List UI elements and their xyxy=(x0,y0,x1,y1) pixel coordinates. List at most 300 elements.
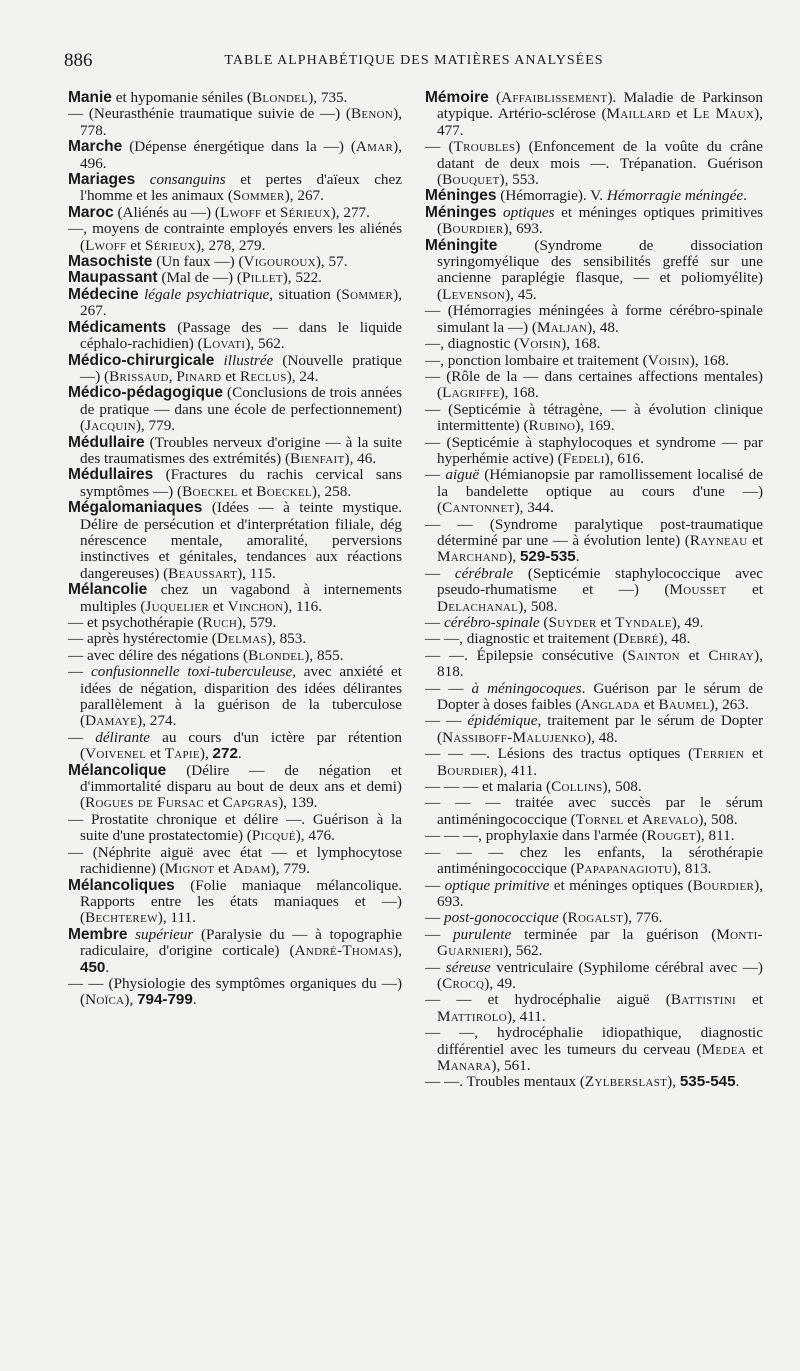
entry-text: ), 561. xyxy=(491,1056,531,1074)
index-headword: Mélancoliques xyxy=(68,876,175,894)
entry-text: ), xyxy=(393,942,402,960)
entry-text: ), 277. xyxy=(330,203,370,221)
entry-text: — Prostatite chronique et délire —. Guérison à la suite d'une prostatectomie) ( xyxy=(68,810,402,845)
entry-text: (Nouvelle pratique —) ( xyxy=(80,351,402,385)
entry-text: — —, hydrocéphalie idiopathique, diagnostic différentiel avec les tumeurs du cerveau ( xyxy=(425,1024,763,1058)
running-title: TABLE ALPHABÉTIQUE DES MATIÈRES ANALYSÉES xyxy=(224,53,604,68)
entry-text: ), 48. xyxy=(658,630,691,648)
index-headword: Médico-pédagogique xyxy=(68,384,223,402)
entry-text: épidémique xyxy=(467,712,538,730)
entry-text: (Syndrome de dissociation syringomyélique des sensibilités greffé sur une ancienne paraplégie flasque, — et poliomyélite) ( xyxy=(437,236,763,303)
entry-text: (Délire — de négation et d'immortalité disparu au bout de deux ans et demi) ( xyxy=(80,761,402,812)
author-name: Pillet xyxy=(241,269,283,287)
entry-text: (Septicémie staphylococcique avec pseudo-rhumatisme et —) ( xyxy=(437,564,764,599)
index-entry xyxy=(425,369,763,402)
author-name: Lwoff xyxy=(219,203,262,221)
entry-text: ), 562. xyxy=(245,335,285,353)
entry-text: cérébrale xyxy=(454,564,514,582)
entry-text: — — —. Lésions des tractus optiques ( xyxy=(425,745,694,763)
entry-text: (Un faux —) ( xyxy=(152,253,244,271)
index-entry xyxy=(68,582,402,615)
entry-text: ), 116. xyxy=(283,597,323,615)
author-name: Voivenel xyxy=(85,745,147,763)
entry-text: ), 813. xyxy=(672,860,712,878)
author-name: Tornel xyxy=(575,810,624,828)
entry-text: ), 411. xyxy=(498,761,538,779)
page-number: 886 xyxy=(64,50,93,71)
author-name: Boeckel xyxy=(182,482,238,500)
entry-text: — après hystérectomie ( xyxy=(68,630,217,648)
index-entry xyxy=(68,90,402,106)
entry-text: et xyxy=(204,794,223,812)
author-name: Medea xyxy=(701,1040,746,1058)
index-entry xyxy=(68,976,402,1009)
entry-text xyxy=(135,171,150,188)
index-entry xyxy=(68,648,402,664)
entry-text: — (Neurasthénie traumatique suivie de —) ( xyxy=(68,105,351,123)
index-entry xyxy=(425,238,763,304)
entry-text: (Hémorragie). V. xyxy=(496,187,607,205)
author-name: Bourdier xyxy=(692,876,755,894)
entry-text: ). Maladie de Parkinson atypique. Artério-sclérose ( xyxy=(437,89,763,123)
entry-text: ), xyxy=(667,1073,680,1091)
index-entry xyxy=(68,730,402,763)
entry-text: (Fractures du rachis cervical sans symptômes —) ( xyxy=(80,466,402,500)
entry-text: — avec délire des négations ( xyxy=(68,646,249,664)
author-name: Terrien xyxy=(693,745,745,763)
entry-text: ), 496. xyxy=(80,138,402,172)
index-entry xyxy=(68,205,402,221)
entry-text: et méninges optiques ( xyxy=(549,876,693,894)
index-entry xyxy=(425,927,763,960)
entry-text: , xyxy=(168,367,177,385)
author-name: Delachanal xyxy=(437,597,519,615)
index-entry xyxy=(425,517,763,566)
entry-text: ), 139. xyxy=(278,794,318,812)
entry-text: ), 263. xyxy=(709,696,749,714)
entry-text: et pertes d'aïeux chez l'homme et les animaux ( xyxy=(80,171,403,205)
index-entry xyxy=(425,713,763,746)
index-entry xyxy=(425,845,763,878)
entry-text: (Idées — à teinte mystique. Délire de persécution et d'interprétation filiale, dég nérescence mentale, amoralité, perversions instinctives et génitales, tendances aux réactions dangereuses) ( xyxy=(80,499,402,582)
entry-text: et xyxy=(146,745,165,763)
author-name: Tyndale xyxy=(615,614,672,631)
author-name: Debré xyxy=(618,630,659,648)
entry-text: — (Septicémie à tétragène, — à évolution clinique intermittente) ( xyxy=(425,400,763,435)
index-entry xyxy=(425,139,763,188)
index-entry xyxy=(425,435,763,468)
entry-text: . xyxy=(575,548,580,566)
index-headword: Méninges xyxy=(425,187,497,205)
entry-text: ), 168. xyxy=(689,351,730,369)
index-entry xyxy=(425,303,763,336)
index-entry xyxy=(68,353,402,386)
entry-text: ), 811. xyxy=(695,827,735,845)
entry-text: (Mal de —) ( xyxy=(157,269,242,287)
entry-text: et méninges optiques primitives ( xyxy=(437,203,763,238)
entry-text: ), 779. xyxy=(135,417,176,435)
entry-text: ( xyxy=(558,909,568,927)
entry-text: ), 267. xyxy=(284,187,324,205)
author-name: Rayneau xyxy=(689,531,748,549)
author-name: Reclus xyxy=(239,367,287,385)
entry-text: ), 579. xyxy=(237,614,277,631)
author-name: André-Thomas xyxy=(294,942,394,960)
author-name: Rogalst xyxy=(567,909,624,927)
author-name: Ruch xyxy=(202,614,238,631)
entry-text: ), 776. xyxy=(623,909,663,927)
entry-text: . xyxy=(743,187,747,205)
entry-text: cérébro-spinale xyxy=(443,614,540,631)
left-column xyxy=(68,90,402,1009)
author-name: Vigouroux xyxy=(243,253,316,271)
entry-text: , traitement par le sérum de Dopter ( xyxy=(437,712,764,746)
entry-text: — (Rôle de la — dans certaines affections mentales) ( xyxy=(425,367,763,402)
index-entry xyxy=(68,763,402,812)
entry-text: ), 508. xyxy=(518,597,558,615)
author-name: Lwoff xyxy=(85,236,127,254)
entry-text: . xyxy=(735,1073,740,1091)
entry-text: — et psychothérapie ( xyxy=(68,614,203,631)
index-entry xyxy=(68,927,402,976)
index-entry xyxy=(68,845,402,878)
entry-text: (Conclusions de trois années de pratique — dans une école de perfectionnement) ( xyxy=(80,384,402,435)
index-entry xyxy=(425,336,763,352)
entry-text: — xyxy=(68,728,96,746)
index-headword: Mémoire xyxy=(425,89,489,106)
index-entry xyxy=(68,631,402,647)
index-entry xyxy=(425,992,763,1025)
entry-text: ), 57. xyxy=(315,253,348,271)
author-name: Zylberslast xyxy=(584,1073,668,1091)
index-entry xyxy=(68,664,402,730)
entry-text: ), 49. xyxy=(484,974,516,992)
author-name: Nassiboff-Malujenko xyxy=(442,728,587,746)
index-entry xyxy=(68,320,402,353)
entry-text: ), 735. xyxy=(308,89,348,106)
index-entry xyxy=(68,435,402,468)
author-name: Baumel xyxy=(658,696,710,714)
author-name: Vinchon xyxy=(227,597,284,615)
index-entry xyxy=(68,812,402,845)
entry-text xyxy=(127,926,135,943)
index-entry xyxy=(425,402,763,435)
entry-text: et xyxy=(670,105,694,123)
page-ref: 535-545 xyxy=(679,1073,736,1091)
entry-text: — — —, prophylaxie dans l'armée ( xyxy=(425,827,647,845)
index-entry xyxy=(68,878,402,927)
entry-text: ) (Enfoncement de la voûte du crâne datant de deux mois —. Trépanation. Guérison ( xyxy=(437,138,763,189)
entry-text: (Folie maniaque mélancolique. Rapports entre les états maniaques et —) ( xyxy=(80,876,402,927)
author-name: Manara xyxy=(437,1056,492,1074)
entry-text: ), 616. xyxy=(604,449,644,467)
index-entry xyxy=(425,960,763,993)
entry-text: ), 48. xyxy=(586,728,618,746)
entry-text: et xyxy=(726,581,763,599)
entry-text: ), 169. xyxy=(575,417,615,435)
index-headword: Mégalomaniaques xyxy=(68,499,203,517)
index-entry xyxy=(425,353,763,369)
entry-text: et xyxy=(209,597,228,615)
entry-text: — — et hydrocéphalie aiguë ( xyxy=(425,991,671,1009)
index-entry xyxy=(68,172,402,205)
entry-text: terminée par la guérison ( xyxy=(511,925,717,943)
page-header xyxy=(64,50,764,74)
index-entry xyxy=(425,188,763,204)
entry-text: . Guérison par le sérum de Dopter à doses faibles ( xyxy=(437,679,764,714)
entry-text: — (Septicémie à staphylocoques et syndrome — par hyperhémie active) ( xyxy=(425,433,763,467)
author-name: Juquelier xyxy=(145,597,209,615)
right-column xyxy=(425,90,763,1091)
entry-text: — xyxy=(425,909,444,927)
entry-text: ), 274. xyxy=(137,712,177,730)
author-name: Bourdier xyxy=(442,220,504,238)
author-name: Maljan xyxy=(536,318,588,336)
index-headword: Mélancolique xyxy=(68,761,167,779)
entry-text: ), 48. xyxy=(587,318,619,336)
entry-text: ), 508. xyxy=(698,810,738,828)
entry-text: ), 115. xyxy=(237,564,276,582)
entry-text: — —. Troubles mentaux ( xyxy=(425,1073,585,1091)
index-entry xyxy=(68,500,402,582)
entry-text: et xyxy=(735,991,763,1009)
entry-text: ), 562. xyxy=(503,942,543,960)
entry-text: et xyxy=(221,367,240,385)
entry-text: ), 818. xyxy=(437,646,763,681)
index-entry xyxy=(425,467,763,516)
author-name: Anglada xyxy=(580,696,640,714)
index-entry xyxy=(425,828,763,844)
author-name: Mattirolo xyxy=(437,1007,507,1025)
entry-text: ), 278, 279. xyxy=(195,236,266,254)
author-name: Lagriffe xyxy=(442,384,500,402)
author-name: Benon xyxy=(350,105,394,123)
author-name: Bechterew xyxy=(85,909,158,927)
entry-text: — — — et malaria ( xyxy=(425,778,552,796)
author-name: Sommer xyxy=(232,187,285,205)
author-name: Suyder xyxy=(548,614,597,631)
entry-text: ), xyxy=(507,548,520,566)
entry-text: — ( xyxy=(425,138,454,156)
index-entry xyxy=(425,910,763,926)
author-name: Collins xyxy=(551,778,603,796)
index-entry xyxy=(68,615,402,631)
author-name: Noïca xyxy=(85,991,125,1009)
entry-text: ), 168. xyxy=(499,384,539,402)
index-entry xyxy=(68,467,402,500)
author-name: Rouget xyxy=(646,827,696,845)
index-headword: Mariages xyxy=(68,171,136,189)
author-name: Rubino xyxy=(528,417,576,435)
author-name: Bouquet xyxy=(442,171,500,189)
entry-text: — — xyxy=(425,712,468,730)
author-name: Amar xyxy=(355,138,394,156)
author-name: Sommer xyxy=(341,285,394,303)
index-entry xyxy=(425,90,763,139)
author-name: Damaye xyxy=(85,712,138,730)
index-entry xyxy=(425,566,763,615)
index-headword: Médullaires xyxy=(68,466,154,484)
index-entry xyxy=(68,287,402,320)
author-name: Capgras xyxy=(222,794,279,812)
entry-text: Hémorragie méningée xyxy=(606,187,744,205)
index-entry xyxy=(68,254,402,270)
entry-text: confusionnelle toxi-tuberculeuse, xyxy=(90,663,297,681)
entry-text: aiguë xyxy=(445,466,480,484)
entry-text: ), 508. xyxy=(602,778,642,796)
entry-text: (Passage des — dans le liquide céphalo-rachidien) ( xyxy=(80,318,402,353)
entry-text: ), 111. xyxy=(157,909,196,927)
entry-text: légale psychiatrique xyxy=(144,285,270,303)
entry-text: ), 49. xyxy=(671,614,704,631)
index-entry xyxy=(425,1074,763,1090)
author-name: Blondel xyxy=(248,646,305,664)
entry-text: et xyxy=(639,696,659,714)
entry-text: — —, diagnostic et traitement ( xyxy=(425,630,619,648)
entry-text: et xyxy=(744,745,763,763)
entry-text: — xyxy=(68,663,91,681)
index-headword: Mélancolie xyxy=(68,581,148,599)
author-name: Rogues de Fursac xyxy=(85,794,205,812)
entry-text: — — — chez les enfants, la sérothérapie antiméningococcique ( xyxy=(425,843,763,878)
index-headword: Membre xyxy=(68,925,128,943)
author-name: Chiray xyxy=(708,646,755,664)
entry-text: et xyxy=(596,614,616,631)
entry-text: ), 258. xyxy=(311,482,352,500)
index-headword: Masochiste xyxy=(68,253,153,271)
entry-text: ), 267. xyxy=(80,285,403,320)
entry-text: supérieur xyxy=(135,925,194,943)
entry-text: ), 522. xyxy=(282,269,322,287)
entry-text: ), 779. xyxy=(270,860,310,878)
entry-text: ), xyxy=(124,991,138,1009)
entry-text: . xyxy=(105,958,110,976)
author-name: Jacquin xyxy=(85,417,136,435)
entry-text: — xyxy=(425,876,445,894)
author-name: Marchand xyxy=(437,548,508,566)
entry-text: séreuse xyxy=(445,958,491,976)
entry-text: chez un vagabond à internements multiples ( xyxy=(80,581,402,615)
entry-text: ), 855. xyxy=(304,646,344,664)
entry-text: ventriculaire (Syphilome cérébral avec —) ( xyxy=(437,958,763,992)
author-name: Lovati xyxy=(202,335,246,353)
index-headword: Maroc xyxy=(68,203,114,221)
author-name: Papapanagiotu xyxy=(575,860,673,878)
entry-text: au cours d'un ictère par rétention ( xyxy=(80,728,403,763)
entry-text: — (Néphrite aiguë avec état — et lymphocytose rachidienne) ( xyxy=(68,843,402,878)
author-name: Tapie xyxy=(164,745,200,763)
index-entry xyxy=(425,681,763,714)
entry-text: et xyxy=(126,236,145,254)
author-name: Monti-Guarnieri xyxy=(437,925,764,960)
entry-text: et xyxy=(261,203,280,221)
index-entry xyxy=(425,779,763,795)
entry-text: ), 24. xyxy=(286,367,319,385)
index-entry xyxy=(425,648,763,681)
entry-text: ( xyxy=(539,614,549,631)
author-name: Boeckel xyxy=(256,482,312,500)
author-name: Maillard xyxy=(606,105,671,123)
author-name: Brissaud xyxy=(109,367,169,385)
page-ref: 794-799 xyxy=(137,991,193,1009)
index-entry xyxy=(425,615,763,631)
entry-text: ), 45. xyxy=(505,285,537,303)
entry-text: ), 46. xyxy=(344,449,377,467)
entry-text: optique primitive xyxy=(444,876,550,894)
author-name: Fedeli xyxy=(562,449,605,467)
author-name: Bienfait xyxy=(290,449,345,467)
author-name: Troubles xyxy=(453,138,516,156)
entry-text: ), 411. xyxy=(506,1007,546,1025)
entry-text: ), 853. xyxy=(266,630,307,648)
index-entry xyxy=(68,106,402,139)
entry-text: — xyxy=(425,925,454,943)
entry-text: —, moyens de contrainte employés envers les aliénés ( xyxy=(68,220,402,254)
entry-text: et hypomanie séniles ( xyxy=(111,89,252,106)
author-name: Voisin xyxy=(519,335,562,353)
entry-text: — xyxy=(425,564,455,582)
index-entry xyxy=(425,1025,763,1074)
index-headword: Méninges xyxy=(425,203,497,221)
entry-text: et xyxy=(679,646,709,664)
entry-text: ), 778. xyxy=(80,105,402,139)
index-headword: Médecine xyxy=(68,285,139,303)
entry-text: ( xyxy=(488,89,502,106)
entry-text: à méningocoques xyxy=(471,679,582,697)
author-name: Adam xyxy=(232,860,271,878)
page-ref: 529-535 xyxy=(519,548,576,566)
page-ref: 450 xyxy=(80,958,106,976)
index-entry xyxy=(425,205,763,238)
entry-text: — xyxy=(425,958,446,976)
entry-text: et xyxy=(237,482,257,500)
entry-text: — — (Physiologie des symptômes organiques du —) ( xyxy=(68,974,402,1009)
author-name: Mousset xyxy=(669,581,727,599)
index-entry xyxy=(425,795,763,828)
entry-text: et xyxy=(747,531,763,549)
author-name: Bourdier xyxy=(437,761,499,779)
author-name: Battistini xyxy=(670,991,736,1009)
entry-text xyxy=(214,352,223,369)
entry-text: — — — traitée avec succès par le sérum antiméningococcique ( xyxy=(425,794,763,828)
author-name: Arevalo xyxy=(642,810,699,828)
index-headword: Maupassant xyxy=(68,269,158,287)
author-name: Voisin xyxy=(647,351,690,369)
entry-text: avec anxiété et idées de négation, disparition des idées délirantes parallèlement à la guérison de la tuberculose ( xyxy=(80,663,402,730)
entry-text: purulente xyxy=(453,925,512,943)
entry-text: . xyxy=(192,991,197,1009)
index-entry xyxy=(68,221,402,254)
index-headword: Manie xyxy=(68,89,112,106)
index-entry xyxy=(68,385,402,434)
entry-text: et xyxy=(214,860,233,878)
entry-text: (Aliénés au —) ( xyxy=(113,203,220,221)
entry-text: ), 553. xyxy=(499,171,539,189)
entry-text: ), 477. xyxy=(437,105,763,139)
author-name: Mignot xyxy=(164,860,215,878)
index-headword: Médico-chirurgicale xyxy=(68,351,215,369)
entry-text: et xyxy=(745,1040,763,1058)
entry-text: et xyxy=(623,810,643,828)
entry-text: —, diagnostic ( xyxy=(425,335,520,353)
author-name: Affaiblissement xyxy=(501,89,608,106)
author-name: Sainton xyxy=(627,646,680,664)
entry-text: —, ponction lombaire et traitement ( xyxy=(425,351,648,369)
index-entry xyxy=(425,746,763,779)
author-name: Le Maux xyxy=(693,105,755,123)
entry-text: ), xyxy=(199,745,213,763)
index-entry xyxy=(425,631,763,647)
